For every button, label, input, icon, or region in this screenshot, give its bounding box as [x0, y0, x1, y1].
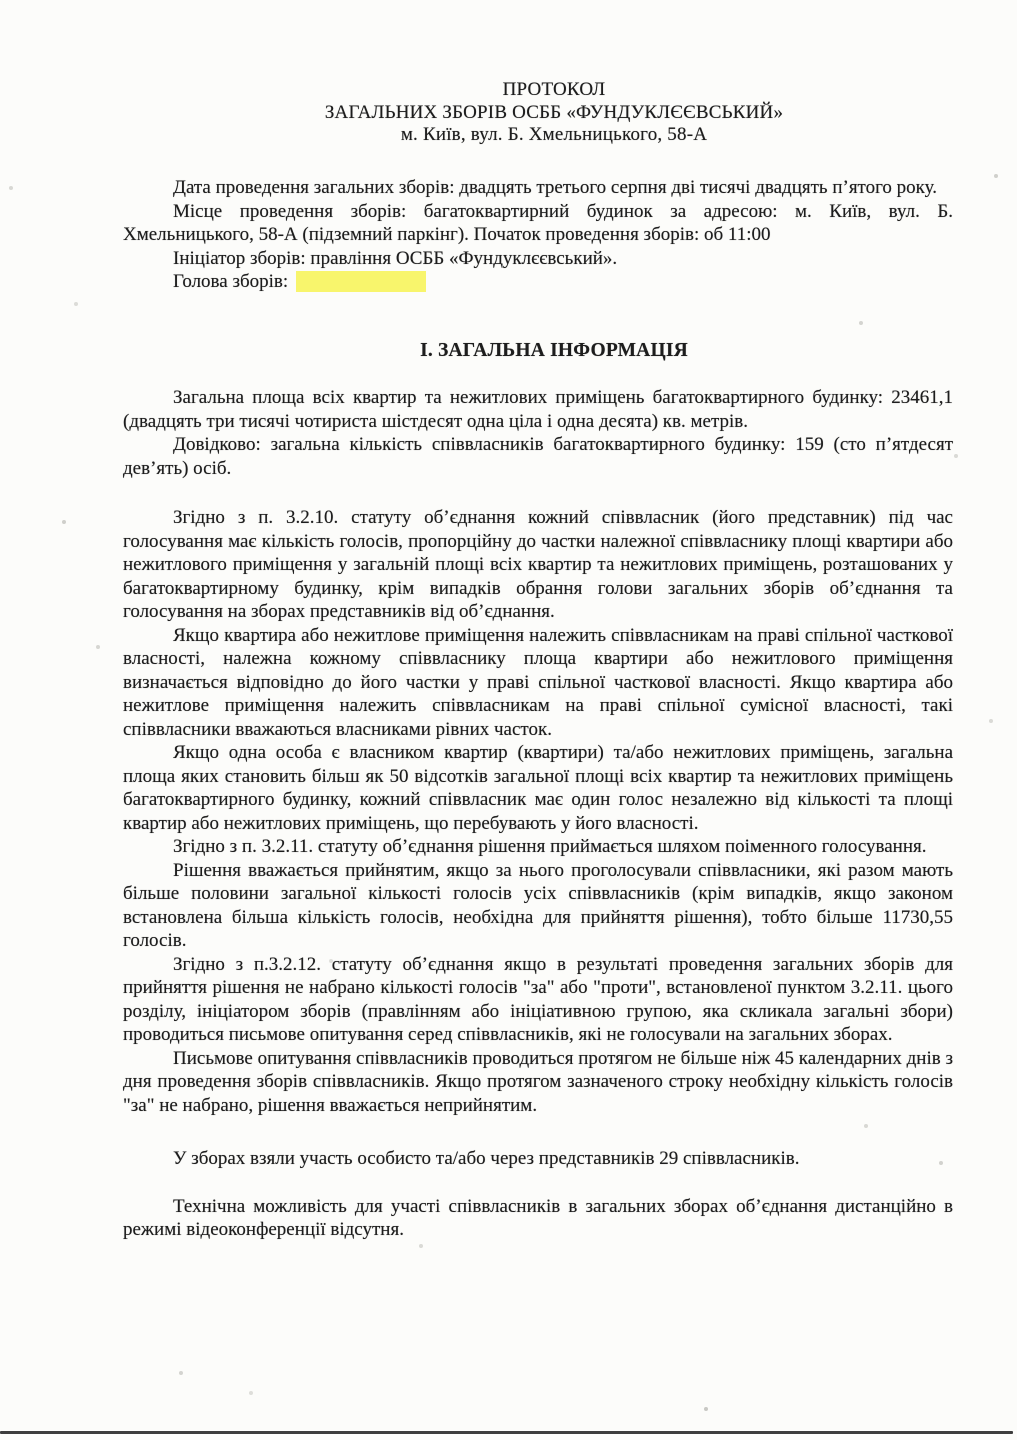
paragraph-majority-owner: Якщо одна особа є власником квартир (квартири) та/або нежитлових приміщень, загальна площа яких становить більш як 50 відсотків загальної площі всіх квартир та нежитлових приміщень багатоквартирного будинку, кожний співвласник має один голос незалежно від кількості та площі квартир або нежитлових приміщень, що перебувають у його власності. — [123, 742, 953, 834]
paragraph-decision-threshold: Рішення вважається прийнятим, якщо за нього проголосували співвласники, які разом мають більше половини загальної кількості голосів усіх співвласників (крім випадків, якщо законом встановлена більша кількість голосів, необхідна для прийняття рішення), тобто більше 11730,55 голосів. — [123, 859, 953, 951]
paragraph-written-poll: Письмове опитування співвласників проводиться протягом не більше ніж 45 календарних днів з дня проведення зборів співвласників. Якщо протягом зазначеного строку необхідну кількість голосів "за" не набрано, рішення вважається неприйнятим. — [123, 1047, 953, 1116]
document-header — [123, 79, 985, 147]
meeting-initiator-paragraph: Ініціатор зборів: правління ОСББ «Фундуклєєвський». — [173, 247, 618, 269]
section-body — [123, 386, 953, 1242]
paragraph-statute-3-2-12: Згідно з п.3.2.12. статуту об’єднання якщо в результаті проведення загальних зборів для прийняття рішення не набрано кількості голосів "за" або "проти", встановленої пунктом 3.2.11. цього розділу, ініціатором зборів (правлінням або ініціативною групою, яка скликала загальні збори) проводиться письмове опитування серед співвласників, які не голосували на загальних зборах. — [123, 953, 953, 1045]
meeting-chair-line — [123, 270, 953, 294]
document-address: м. Київ, вул. Б. Хмельницького, 58-А — [400, 124, 708, 145]
paragraph-remote-participation: Технічна можливість для участі співвласників в загальних зборах об’єднання дистанційно в режимі відеоконференції відсутня. — [123, 1195, 953, 1240]
redaction-highlight — [296, 271, 426, 292]
paragraph-attendance: У зборах взяли участь особисто та/або через представників 29 співвласників. — [173, 1148, 800, 1169]
paragraph-statute-3-2-10: Згідно з п. 3.2.10. статуту об’єднання кожний співвласник (його представник) під час голосування має кількість голосів, пропорційну до частки належної співвласнику площі квартири або нежитлового приміщення у загальній площі всіх квартир та нежитлових приміщень, розташованих у багатоквартирному будинку, крім випадків обрання голови загальних зборів об’єднання та голосування на зборах представників від об’єднання. — [123, 507, 953, 622]
paragraph-shared-ownership: Якщо квартира або нежитлове приміщення належить співвласникам на праві спільної часткової власності, належна кожному співвласнику площа квартири або нежитлового приміщення визначається відповідно до його частки у праві спільної часткової власності. Якщо квартира або нежитлове приміщення належить співвласникам на праві спільної сумісної власності, такі співвласники вважаються власниками рівних часток. — [123, 624, 953, 740]
document-title: ПРОТОКОЛ — [502, 79, 606, 100]
chair-label: Голова зборів: — [173, 271, 289, 292]
scan-artifact-line — [0, 1431, 1013, 1434]
meeting-details — [123, 176, 953, 294]
paragraph-owners-count: Довідково: загальна кількість співвласників багатоквартирного будинку: 159 (сто п’ятдесят дев’ять) осіб. — [123, 434, 953, 479]
meeting-date-paragraph: Дата проведення загальних зборів: двадцять третього серпня дві тисячі двадцять п’ятого року. — [173, 177, 937, 198]
section-heading: І. ЗАГАЛЬНА ІНФОРМАЦІЯ — [420, 340, 688, 361]
scan-noise — [0, 0, 2, 2]
meeting-place-paragraph: Місце проведення зборів: багатоквартирний будинок за адресою: м. Київ, вул. Б. Хмельницького, 58-А (підземний паркінг). Початок проведення зборів: об 11:00 — [123, 200, 953, 245]
paragraph-statute-3-2-11: Згідно з п. 3.2.11. статуту об’єднання рішення приймається шляхом поіменного голосування. — [173, 836, 927, 857]
document-subtitle: ЗАГАЛЬНИХ ЗБОРІВ ОСББ «ФУНДУКЛЄЄВСЬКИЙ» — [324, 101, 784, 123]
paragraph-total-area: Загальна площа всіх квартир та нежитлових приміщень багатоквартирного будинку: 23461,1 (двадцять три тисячі чотириста шістдесят одна ціла і одна десята) кв. метрів. — [123, 387, 953, 432]
